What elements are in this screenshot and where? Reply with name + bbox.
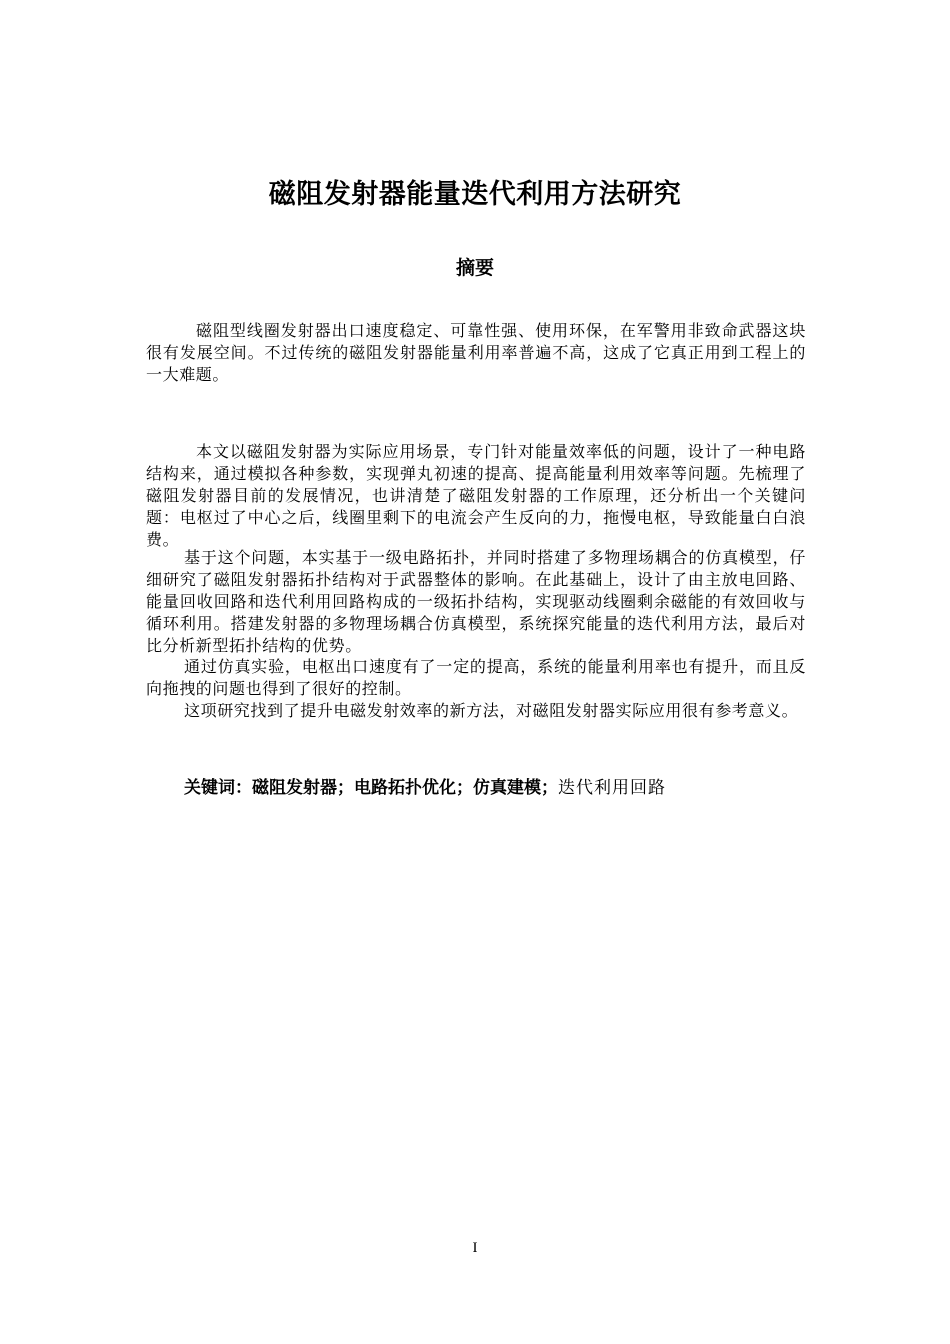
keywords-line: [184, 777, 824, 799]
abstract-paragraph-3: 基于这个问题，本实基于一级电路拓扑，并同时搭建了多物理场耦合的仿真模型，仔细研究了磁阻发射器拓扑结构对于武器整体的影响。在此基础上，设计了由主放电回路、能量回收回路和迭代利用回路构成的一级拓扑结构，实现驱动线圈剩余磁能的有效回收与循环利用。搭建发射器的多物理场耦合仿真模型，系统探究能量的迭代利用方法，最后对比分析新型拓扑结构的优势。: [146, 548, 806, 655]
keywords-bold-terms: 磁阻发射器；电路拓扑优化；仿真建模；: [252, 778, 558, 798]
paper-title: 磁阻发射器能量迭代利用方法研究: [268, 179, 682, 210]
abstract-heading: 摘要: [455, 257, 494, 279]
abstract-paragraph-1: 磁阻型线圈发射器出口速度稳定、可靠性强、使用环保，在军警用非致命武器这块很有发展空间。不过传统的磁阻发射器能量利用率普遍不高，这成了它真正用到工程上的一大难题。: [146, 321, 806, 384]
keywords-label: 关键词：: [184, 778, 252, 798]
keywords-regular-term: 迭代利用回路: [558, 778, 666, 798]
abstract-paragraph-5: 这项研究找到了提升电磁发射效率的新方法，对磁阻发射器实际应用很有参考意义。: [184, 701, 799, 720]
page-number: I: [472, 1240, 478, 1256]
abstract-paragraph-2: 本文以磁阻发射器为实际应用场景，专门针对能量效率低的问题，设计了一种电路结构来，通过模拟各种参数，实现弹丸初速的提高、提高能量利用效率等问题。先梳理了磁阻发射器目前的发展情况，也讲清楚了磁阻发射器的工作原理，还分析出一个关键问题：电枢过了中心之后，线圈里剩下的电流会产生反向的力，拖慢电枢，导致能量白白浪费。: [146, 442, 806, 549]
abstract-paragraph-4: 通过仿真实验，电枢出口速度有了一定的提高，系统的能量利用率也有提升，而且反向拖拽的问题也得到了很好的控制。: [146, 657, 806, 698]
